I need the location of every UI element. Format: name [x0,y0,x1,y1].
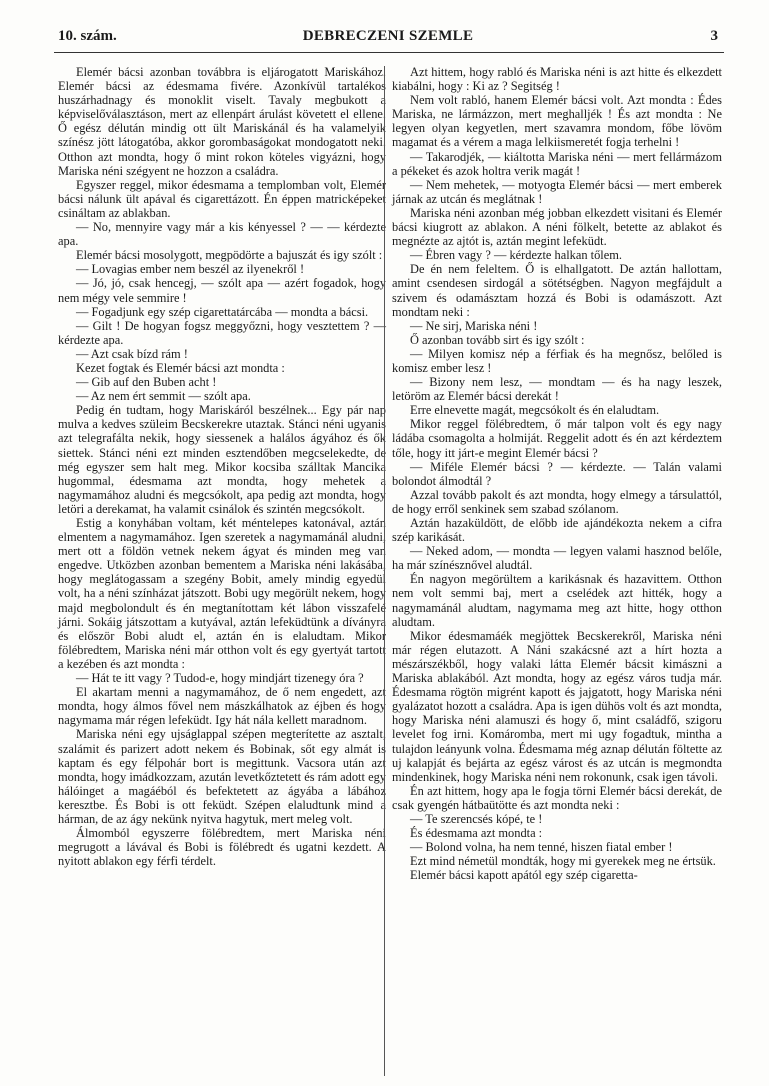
right-column [392,65,722,882]
paragraph: Mikor édesmamáék megjöttek Becskerekről, Mariska néni már régen elutazott. A Náni szakácsné azt a hírt hozta a mészárszékből, hogy valaki látta Elemér bácsit kimászni a Mariska ablakából. Azt mondta, hogy az egész város tudja már. Édesmama rögtön migrént kapott és jajgatott, hogy Mariska néni gyalázatot hozott a családra. Apa is igen dühös volt és azt mondta, hogy Mariska néni alamuszi és hogy ő, mint családfő, szigoru levelet fog irni. Komáromba, mert mi ugy fogadtuk, mintha a tulajdon leányunk volna. Édesmama még aznap délután föltette az uj kalapját és bejárta az egész várost és az utcán is megmondta mindenkinek, hogy Mariska néni nem rokonunk, csak igen távoli. [392,628,722,784]
paragraph: — Fogadjunk egy szép cigarettatárcába — mondta a bácsi. [76,304,369,319]
paragraph: Elemér bácsi azonban továbbra is eljárogatott Mariskához. Elemér bácsi az édesmama fivére. Azonkívül tartalékos huszárhadnagy és monoklit viselt. Tavaly megbukott a képviselőválasztáson, mert az ellenpárt árulást követett el ellene. Ő egész délután mindig ott ült Mariskánál és ha valamelyik színész jött látogatóba, akkor gorombaságokat mondogatott neki. Otthon azt mondta, hogy ő mint rokon köteles vigyázni, hogy Mariska néni szégyent ne hozzon a családra. [58,65,386,178]
paragraph: Azt hittem, hogy rabló és Mariska néni is azt hitte és elkezdett kiabálni, hogy : Ki az ? Segitség ! [392,65,722,94]
paragraph: Nem volt rabló, hanem Elemér bácsi volt. Azt mondta : Édes Mariska, ne lármázzon, mert meghalljék ! És azt mondta : Ne legyen olyan kegyetlen, mert szavamra mondom, főbe lövöm magamat és a vérem a maga lelkiismeretét fogja terhelni ! [392,93,722,150]
page-header [58,28,718,50]
paragraph: Mariska néni azonban még jobban elkezdett visitani és Elemér bácsi kiugrott az ablakon. A néni fölkelt, betette az ablakot és megnézte az ajtót is, aztán megint lefeküdt. [392,205,722,249]
paragraph: Ezt mind németül mondták, hogy mi gyerekek meg ne értsük. [410,854,716,869]
paragraph: — No, mennyire vagy már a kis kényessel ? — — kérdezte apa. [58,220,386,249]
paragraph: Elemér bácsi mosolygott, megpödörte a bajuszát és igy szólt : [76,248,383,263]
paragraph: De én nem feleltem. Ő is elhallgatott. De aztán hallottam, amint csendesen sirdogál a sötétségben. Nagyon megfájdult a szivem és odamásztam hozzá és Bobi is odamászott. Azt mondtam neki : [392,262,722,319]
paragraph: — Jó, jó, csak hencegj, — szólt apa — azért fogadok, hogy nem mégy vele semmire ! [58,276,386,305]
paragraph: — Neked adom, — mondta — legyen valami hasznod belőle, ha már színésznővel aludtál. [392,544,722,573]
paragraph: Azzal tovább pakolt és azt mondta, hogy elmegy a társulattól, de hogy erről senkinek sem szabad szólanom. [392,487,722,516]
paragraph: — Ne sirj, Mariska néni ! [410,318,538,333]
paragraph: — Bizony nem lesz, — mondtam — és ha nagy leszek, letöröm az Elemér bácsi derekát ! [392,375,722,404]
paragraph: — Lovagias ember nem beszél az ilyenekről ! [76,262,305,277]
paragraph: Mikor reggel fölébredtem, ő már talpon volt és egy nagy ládába csomagolta a holmiját. Reggelit adott és én azt kérdeztem tőle, hogy itt járt-e megint Elemér bácsi ? [392,417,722,460]
paragraph: El akartam menni a nagymamához, de ő nem engedett, azt mondta, hogy álmos fővel nem mászkálhatok az éjben és hogy nagymama már régen lefeküdt. Igy hát nála kellett maradnom. [58,685,386,728]
paragraph: Ő azonban tovább sirt és igy szólt : [410,332,585,347]
paragraph: Egyszer reggel, mikor édesmama a templomban volt, Elemér bácsi nálunk ült apával és cigarettázott. Én éppen matricképeket csináltam az ablakban. [58,177,386,220]
paragraph: Mariska néni egy ujságlappal szépen megterítette az asztalt, szalámit és parizert adott nekem és Bobinak, sőt egy almát is kaptam és egy félpohár bort is megittunk. Vacsora után azt mondta, hogy imádkozzam, azután levetkőztetett és rám adott egy hálóinget a magáéból és befektetett az ágyába a lábához keresztbe. És Bobi is ott feküdt. Szépen elaludtunk mind a hárman, de az ágy nekünk nyitva hagytuk, mert meleg volt. [58,727,386,826]
paragraph: Álmomból egyszerre fölébredtem, mert Mariska néni megrugott a lávával és Bobi is fölébredt és ugatni kezdett. A nyitott ablakon egy férfi térdelt. [58,826,386,869]
paragraph: És édesmama azt mondta : [410,826,543,841]
paragraph: — Nem mehetek, — motyogta Elemér bácsi — mert emberek járnak az utcán és meglátnak ! [392,177,722,206]
page-number: 3 [710,28,718,44]
paragraph: — Takarodjék, — kiáltotta Mariska néni — mert fellármázom a pékeket és azok holtra verik magát ! [392,149,722,178]
paragraph: — Miféle Elemér bácsi ? — kérdezte. — Talán valami bolondot álmodtál ? [392,459,722,488]
paragraph: Estig a konyhában voltam, két méntelepes katonával, aztán elmentem a nagymamához. Igen szeretek a nagymamánál aludni, mert ott a földön vetnek nekem ágyat és minden meg van engedve. Utközben azonban bementem a Mariska néni lakásába, hogy meglátogassam a szegény Bobit, amely mindig egyedül volt, ha a néni színházat játszott. Bobi ugy megörült nekem, hogy majd megbolondult és én megtanítottam két lábon visszafelé járni. Sokáig játszottam a kutyával, aztán lefeküdtünk a díványra és először Bobi aludt el, aztán én is elaludtam. Mikor fölébredtem, Mariska néni már otthon volt és egy gyertyát tartott a kezében és azt mondta : [58,516,386,671]
paragraph: — Gib auf den Buben acht ! [76,375,217,390]
journal-title: DEBRECZENI SZEMLE [302,28,474,44]
paragraph: — Bolond volna, ha nem tenné, hiszen fiatal ember ! [410,840,673,855]
paragraph: Elemér bácsi kapott apától egy szép cigaretta- [410,868,638,883]
paragraph: — Milyen komisz nép a férfiak és ha megnősz, belőled is komisz ember lesz ! [392,346,722,375]
paragraph: — Azt csak bízd rám ! [76,346,188,361]
header-rule [54,52,724,53]
paragraph: Én azt hittem, hogy apa le fogja törni Elemér bácsi derekát, de csak gyengén hátbaütötte és azt mondta neki : [392,783,722,812]
paragraph: Aztán hazaküldött, de előbb ide ajándékozta nekem a cifra szép karikását. [392,516,722,545]
left-column [58,65,386,868]
paragraph: Erre elnevette magát, megcsókolt és én elaludtam. [410,403,660,418]
paragraph: — Te szerencsés kópé, te ! [410,811,543,826]
issue-number: 10. szám. [58,28,117,44]
paragraph: — Gilt ! De hogyan fogsz meggyőzni, hogy vesztettem ? — kérdezte apa. [58,318,386,347]
paragraph: Kezet fogtak és Elemér bácsi azt mondta : [76,360,285,375]
paragraph: — Ébren vagy ? — kérdezte halkan tőlem. [410,248,622,263]
column-divider [384,66,385,1076]
paragraph: Pedig én tudtam, hogy Mariskáról beszélnek... Egy pár nap mulva a kedves szüleim Becskerekre utaztak. Stánci néni ugyanis azt telegrafálta nekik, hogy siessenek a halálos ágyához és ők siettek. Stánci néni ezt minden esztendőben megcselekedte, de még egyszer sem halt meg. Mikor kocsiba szálltak Mancika hugommal, édesmama azt mondta, hogy mehetek a nagymamához aludni és megcsókolt, apa pedig azt mondta, hogy letöri a derekamat, ha valamit csinálok és szintén megcsókolt. [58,403,386,516]
paragraph: — Hát te itt vagy ? Tudod-e, hogy mindjárt tizenegy óra ? [76,671,364,686]
paragraph: Én nagyon megörültem a karikásnak és hazavittem. Otthon nem volt semmi baj, mert a cselédek azt hitték, hogy a nagymamánál aludtam, nagymama meg azt hitte, hogy otthon aludtam. [392,572,722,629]
paragraph: — Az nem ért semmit — szólt apa. [76,389,251,404]
